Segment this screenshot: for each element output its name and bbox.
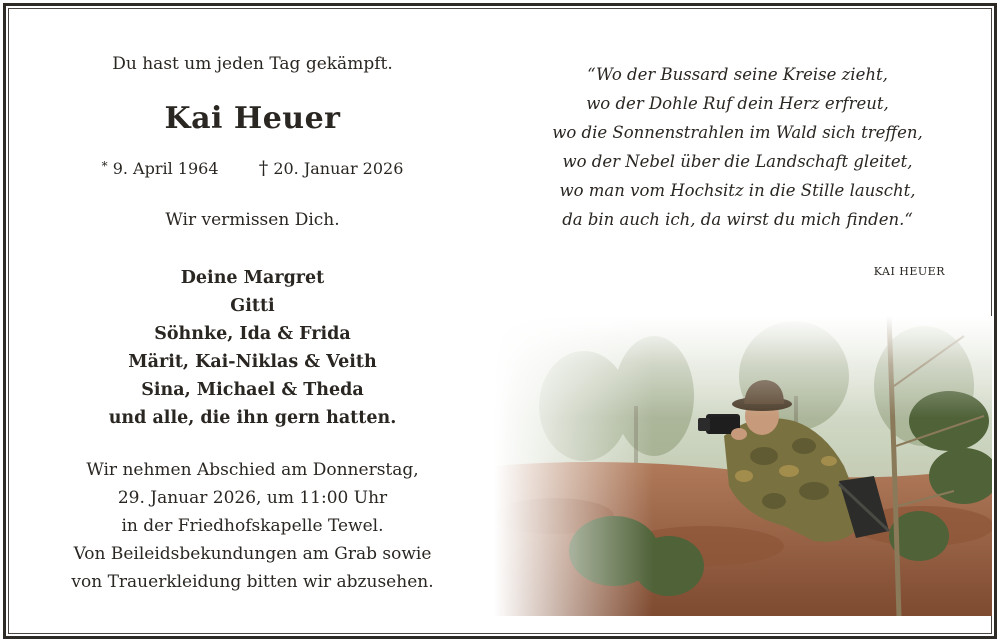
- deceased-name: Kai Heuer: [164, 101, 341, 136]
- birth-date: 9. April 1964: [112, 159, 219, 178]
- family-line: Sina, Michael & Theda: [141, 380, 364, 400]
- life-dates: [20, 157, 485, 179]
- family-list: [20, 264, 485, 432]
- death-date: 20. Januar 2026: [273, 159, 404, 178]
- farewell-line: 29. Januar 2026, um 11:00 Uhr: [117, 488, 388, 508]
- family-line: und alle, die ihn gern hatten.: [108, 408, 397, 428]
- farewell-line: in der Friedhofskapelle Tewel.: [121, 516, 384, 536]
- poem: [505, 60, 970, 234]
- family-line: Deine Margret: [180, 268, 325, 288]
- family-line: Märit, Kai-Niklas & Veith: [128, 352, 377, 372]
- farewell-line: Wir nehmen Abschied am Donnerstag,: [86, 460, 419, 480]
- family-line: Gitti: [230, 296, 275, 316]
- birth-symbol: *: [101, 159, 108, 173]
- photographer-photo: [494, 316, 992, 616]
- photo-fade-overlay: [494, 316, 992, 616]
- poem-line: wo der Dohle Ruf dein Herz erfreut,: [586, 94, 889, 113]
- poem-line: “Wo der Bussard seine Kreise zieht,: [587, 65, 888, 84]
- farewell-line: von Trauerkleidung bitten wir abzusehen.: [71, 572, 434, 592]
- poem-line: da bin auch ich, da wirst du mich finden.“: [562, 210, 913, 229]
- death-symbol: †: [258, 157, 269, 179]
- farewell-line: Von Beileidsbekundungen am Grab sowie: [73, 544, 432, 564]
- intro-text: Du hast um jeden Tag gekämpft.: [112, 54, 393, 74]
- poem-author: KAI HEUER: [873, 265, 945, 278]
- poem-line: wo die Sonnenstrahlen im Wald sich treffen,: [552, 123, 923, 142]
- family-line: Söhnke, Ida & Frida: [154, 324, 351, 344]
- poem-line: wo man vom Hochsitz in die Stille lauscht,: [559, 181, 916, 200]
- miss-text: Wir vermissen Dich.: [165, 210, 340, 230]
- farewell-text: [20, 456, 485, 596]
- poem-line: wo der Nebel über die Landschaft gleitet,: [562, 152, 913, 171]
